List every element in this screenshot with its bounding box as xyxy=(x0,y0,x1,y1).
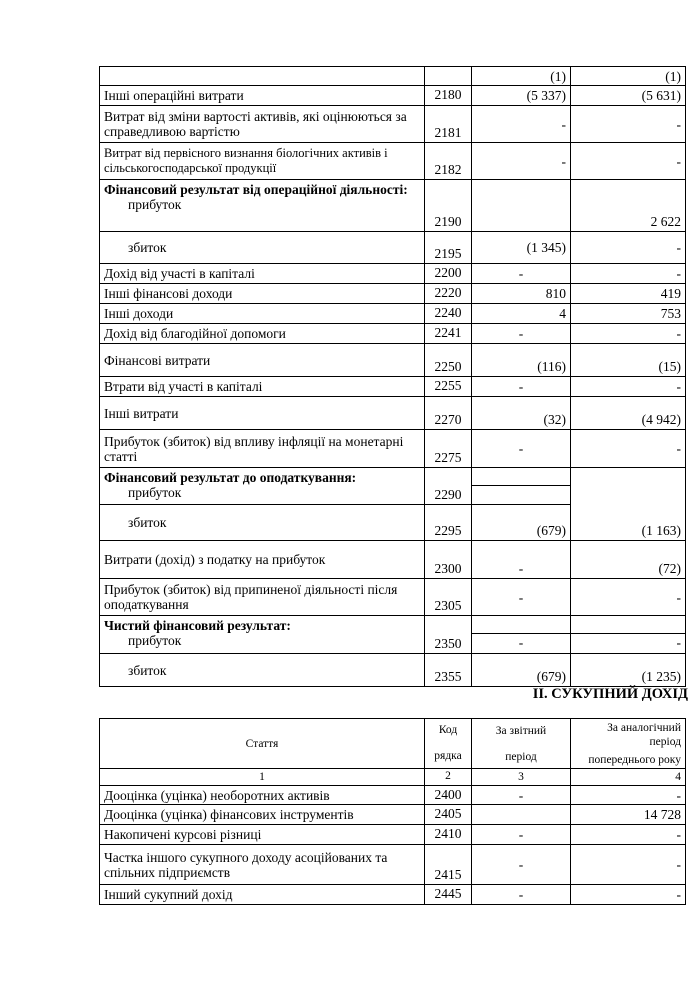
row-label: Інші фінансові доходи xyxy=(100,284,425,304)
value-current: - xyxy=(472,143,571,180)
financial-results-table xyxy=(99,66,686,687)
table-row xyxy=(100,786,686,805)
value-previous: (4 942) xyxy=(571,397,686,430)
section-heading: Фінансовий результат від операційної діяльності: xyxy=(104,182,408,197)
row-label: збиток xyxy=(128,515,167,530)
row-label: Прибуток (збиток) від припиненої діяльності після оподаткування xyxy=(100,579,425,616)
row-code: 2405 xyxy=(425,805,472,825)
table-row xyxy=(100,397,686,430)
table-row xyxy=(100,232,686,264)
row-code: 2400 xyxy=(425,786,472,805)
row-code: 2415 xyxy=(425,845,472,885)
value-previous: 14 728 xyxy=(571,805,686,825)
row-code: 2305 xyxy=(425,579,472,616)
row-code: 2410 xyxy=(425,825,472,845)
row-label: Інші витрати xyxy=(100,397,425,430)
value-current: - xyxy=(472,106,571,143)
row-code: 2300 xyxy=(425,541,472,579)
row-label: Інші доходи xyxy=(100,304,425,324)
section-heading: Чистий фінансовий результат: xyxy=(104,618,291,633)
column-number: 2 xyxy=(425,769,472,786)
value-current: (32) xyxy=(472,397,571,430)
value-previous: (1 235) xyxy=(571,654,686,687)
row-label: Витрат від зміни вартості активів, які оцінюються за справедливою вартістю xyxy=(100,106,425,143)
value-previous: - xyxy=(571,579,686,616)
value-previous: - xyxy=(676,635,681,650)
table-row xyxy=(100,579,686,616)
column-number: (1) xyxy=(472,67,571,86)
row-label: Фінансові витрати xyxy=(100,344,425,377)
row-code: 2355 xyxy=(425,654,472,687)
row-code: 2350 xyxy=(425,616,472,654)
row-code: 2295 xyxy=(425,505,472,541)
table-row xyxy=(100,845,686,885)
value-current: - xyxy=(472,430,571,468)
value-current xyxy=(472,180,571,232)
header-current: За звітний xyxy=(495,724,547,737)
value-previous: (1 163) xyxy=(571,505,686,541)
value-current: - xyxy=(472,885,571,905)
column-number-row xyxy=(100,769,686,786)
table-header-row: Стаття Код рядка За звітний період За аналогічний період попереднього року xyxy=(100,719,686,769)
table-row xyxy=(100,284,686,304)
table-row xyxy=(100,654,686,687)
row-code: 2240 xyxy=(425,304,472,324)
table-row xyxy=(100,143,686,180)
row-code: 2180 xyxy=(425,86,472,106)
row-code: 2190 xyxy=(425,180,472,232)
row-code: 2181 xyxy=(425,106,472,143)
header-article: Стаття xyxy=(100,719,425,769)
row-code: 2182 xyxy=(425,143,472,180)
value-previous: - xyxy=(571,845,686,885)
table-row xyxy=(100,430,686,468)
row-code: 2241 xyxy=(425,324,472,344)
value-previous: 419 xyxy=(571,284,686,304)
value-previous: - xyxy=(571,143,686,180)
table-row xyxy=(100,505,686,541)
row-label: Витрат від первісного визнання біологічних активів і сільськогосподарської продукції xyxy=(100,143,425,180)
value-current: (679) xyxy=(472,505,571,541)
value-current: - xyxy=(518,635,524,650)
row-label: Дохід від благодійної допомоги xyxy=(100,324,425,344)
column-number: (1) xyxy=(571,67,686,86)
value-current: - xyxy=(472,264,571,284)
column-number: 1 xyxy=(100,769,425,786)
header-code: Код xyxy=(438,723,458,736)
value-current: - xyxy=(472,541,571,579)
row-label: Витрати (дохід) з податку на прибуток xyxy=(100,541,425,579)
value-current: - xyxy=(472,324,571,344)
value-previous: - xyxy=(571,232,686,264)
table-row xyxy=(100,264,686,284)
value-current: - xyxy=(472,579,571,616)
value-current: (679) xyxy=(472,654,571,687)
value-previous: - xyxy=(571,324,686,344)
value-current: 4 xyxy=(472,304,571,324)
value-previous: - xyxy=(571,786,686,805)
row-label: Дооцінка (уцінка) фінансових інструментів xyxy=(100,805,425,825)
table-row xyxy=(100,885,686,905)
row-code: 2195 xyxy=(425,232,472,264)
row-code: 2200 xyxy=(425,264,472,284)
row-label: Дооцінка (уцінка) необоротних активів xyxy=(100,786,425,805)
row-label: збиток xyxy=(128,240,167,255)
row-code: 2270 xyxy=(425,397,472,430)
row-sublabel: прибуток xyxy=(128,633,182,648)
row-label: Накопичені курсові різниці xyxy=(100,825,425,845)
row-sublabel: прибуток xyxy=(128,485,182,500)
column-number: 4 xyxy=(571,769,686,786)
row-code: 2445 xyxy=(425,885,472,905)
table-row xyxy=(100,86,686,106)
table-row xyxy=(100,541,686,579)
value-current: - xyxy=(472,786,571,805)
comprehensive-income-table xyxy=(99,718,686,905)
table-row xyxy=(100,468,686,505)
section-heading: Фінансовий результат до оподаткування: xyxy=(104,470,357,485)
row-label: Втрати від участі в капіталі xyxy=(100,377,425,397)
row-label: збиток xyxy=(128,662,167,678)
row-label: Прибуток (збиток) від впливу інфляції на монетарні статті xyxy=(100,430,425,468)
table-row xyxy=(100,67,686,86)
column-number: 3 xyxy=(472,769,571,786)
value-current: (5 337) xyxy=(472,86,571,106)
table-row xyxy=(100,106,686,143)
section-title: ІІ. СУКУПНИЙ ДОХІД xyxy=(532,686,688,702)
table-row xyxy=(100,180,686,232)
value-previous: - xyxy=(571,264,686,284)
value-current: - xyxy=(472,377,571,397)
table-row xyxy=(100,304,686,324)
value-previous: - xyxy=(571,825,686,845)
row-code: 2220 xyxy=(425,284,472,304)
table-row xyxy=(100,616,686,654)
value-current: - xyxy=(472,825,571,845)
row-label: Інший сукупний дохід xyxy=(100,885,425,905)
value-previous: - xyxy=(571,377,686,397)
value-current: - xyxy=(472,845,571,885)
value-previous: 753 xyxy=(571,304,686,324)
table-row xyxy=(100,825,686,845)
value-previous: (5 631) xyxy=(571,86,686,106)
table-row xyxy=(100,377,686,397)
table-row xyxy=(100,805,686,825)
row-label: Дохід від участі в капіталі xyxy=(100,264,425,284)
value-previous: 2 622 xyxy=(571,180,686,232)
value-current: (116) xyxy=(472,344,571,377)
value-current xyxy=(472,805,571,825)
value-previous: - xyxy=(571,430,686,468)
header-previous: За аналогічний xyxy=(607,721,681,734)
value-current: (1 345) xyxy=(472,232,571,264)
row-label: Частка іншого сукупного доходу асоційованих та спільних підприємств xyxy=(100,845,425,885)
table-row xyxy=(100,324,686,344)
value-previous: - xyxy=(571,885,686,905)
table-row xyxy=(100,344,686,377)
row-label: Інші операційні витрати xyxy=(100,86,425,106)
row-code: 2250 xyxy=(425,344,472,377)
row-code: 2290 xyxy=(425,468,472,505)
value-previous: - xyxy=(571,106,686,143)
row-code: 2275 xyxy=(425,430,472,468)
value-previous: (72) xyxy=(571,541,686,579)
row-sublabel: прибуток xyxy=(128,197,182,212)
value-previous: (15) xyxy=(571,344,686,377)
value-current: 810 xyxy=(472,284,571,304)
row-code: 2255 xyxy=(425,377,472,397)
